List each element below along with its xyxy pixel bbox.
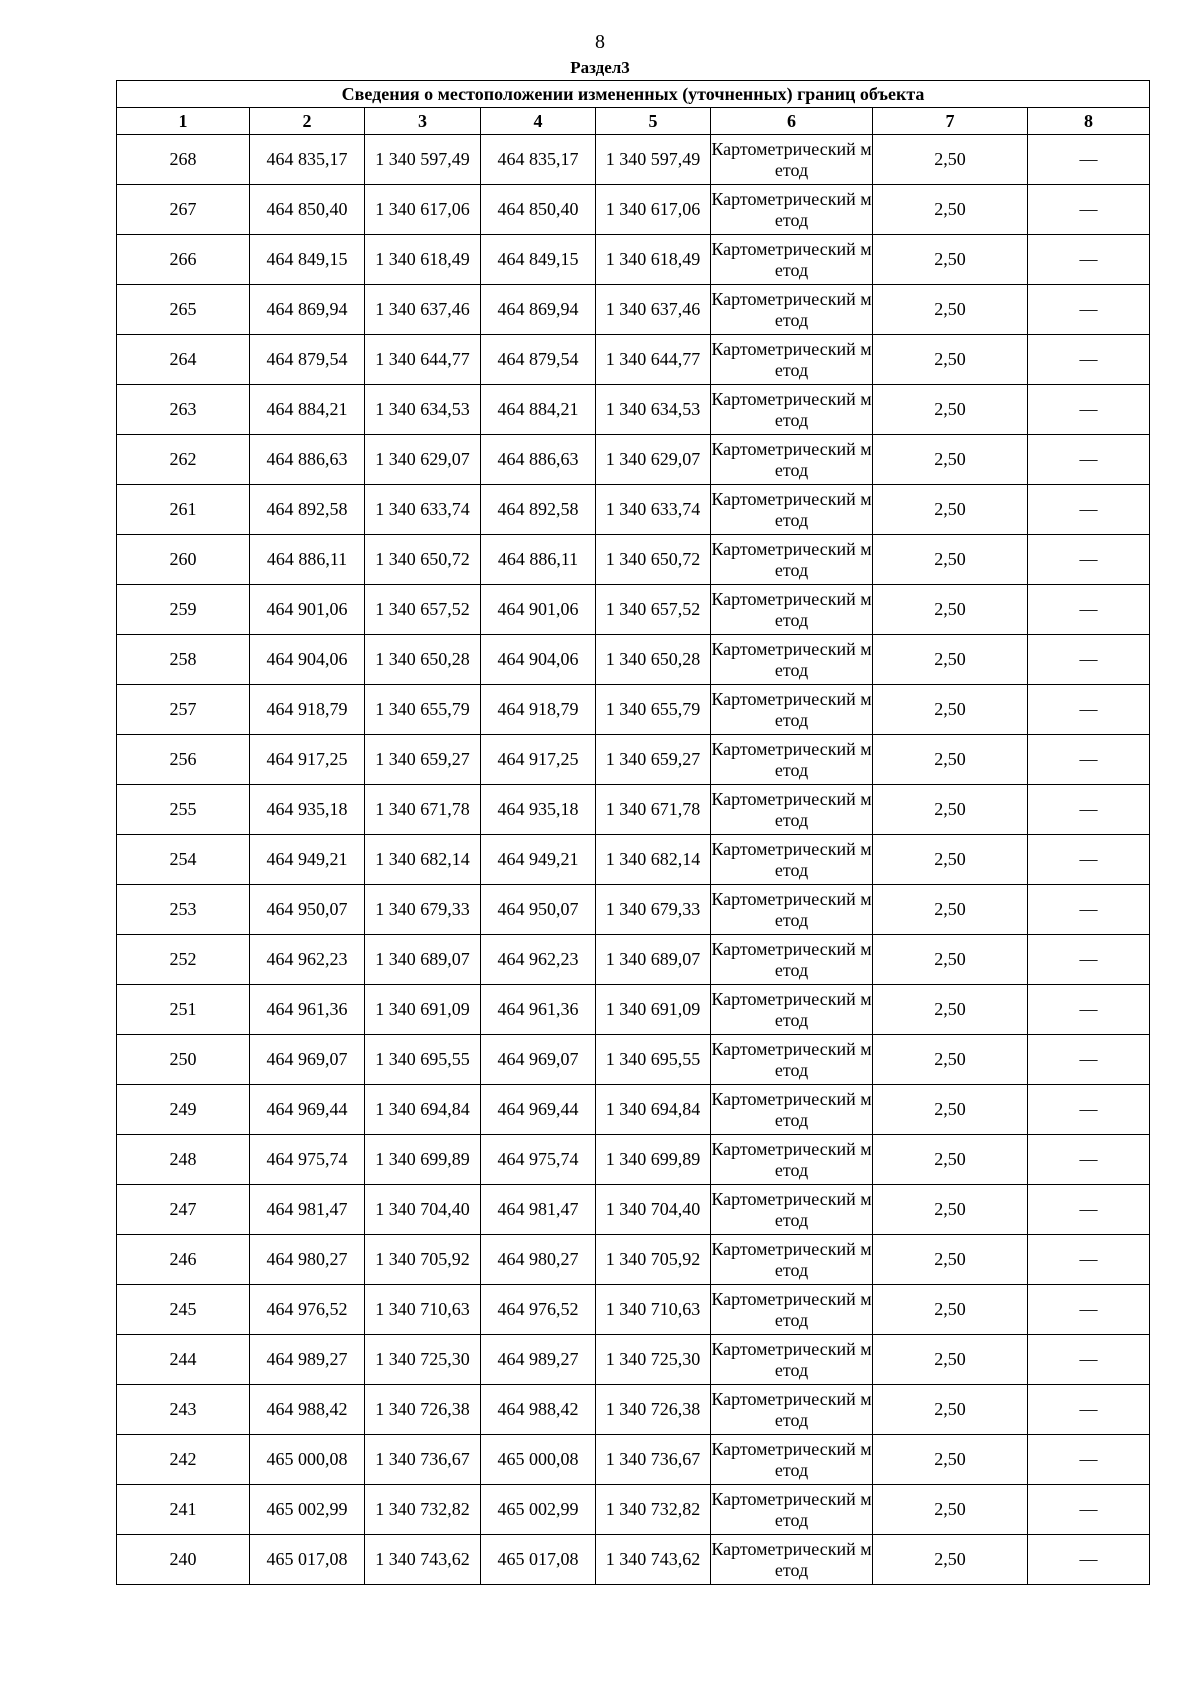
table-row [117, 735, 1150, 785]
table-row [117, 485, 1150, 535]
column-header-3: 3 [365, 108, 481, 135]
cell-y-existing: 1 340 617,06 [365, 185, 481, 235]
cell-y-existing: 1 340 634,53 [365, 385, 481, 435]
cell-point-number: 245 [117, 1285, 250, 1335]
table-row [117, 235, 1150, 285]
table-row [117, 185, 1150, 235]
cell-point-number: 256 [117, 735, 250, 785]
cell-description: — [1028, 1335, 1150, 1385]
cell-accuracy: 2,50 [873, 435, 1028, 485]
table-row [117, 1235, 1150, 1285]
cell-x-new: 465 002,99 [481, 1485, 596, 1535]
cell-accuracy: 2,50 [873, 635, 1028, 685]
cell-method: Картометрический метод [711, 535, 873, 585]
cell-point-number: 262 [117, 435, 250, 485]
cell-point-number: 257 [117, 685, 250, 735]
cell-description: — [1028, 1385, 1150, 1435]
cell-description: — [1028, 485, 1150, 535]
cell-point-number: 249 [117, 1085, 250, 1135]
cell-y-existing: 1 340 633,74 [365, 485, 481, 535]
cell-description: — [1028, 335, 1150, 385]
table-row [117, 585, 1150, 635]
column-header-2: 2 [250, 108, 365, 135]
cell-description: — [1028, 835, 1150, 885]
table-row [117, 1385, 1150, 1435]
table-row [117, 385, 1150, 435]
cell-y-existing: 1 340 644,77 [365, 335, 481, 385]
cell-y-new: 1 340 671,78 [596, 785, 711, 835]
cell-method: Картометрический метод [711, 185, 873, 235]
column-header-row [117, 108, 1150, 135]
cell-accuracy: 2,50 [873, 1435, 1028, 1485]
table-row [117, 335, 1150, 385]
cell-x-new: 464 835,17 [481, 135, 596, 185]
cell-y-new: 1 340 691,09 [596, 985, 711, 1035]
cell-y-new: 1 340 710,63 [596, 1285, 711, 1335]
cell-x-new: 464 976,52 [481, 1285, 596, 1335]
cell-x-existing: 464 917,25 [250, 735, 365, 785]
cell-description: — [1028, 1285, 1150, 1335]
cell-description: — [1028, 685, 1150, 735]
cell-accuracy: 2,50 [873, 585, 1028, 635]
cell-x-existing: 464 962,23 [250, 935, 365, 985]
table-row [117, 635, 1150, 685]
cell-method: Картометрический метод [711, 685, 873, 735]
cell-x-existing: 464 904,06 [250, 635, 365, 685]
cell-x-existing: 464 950,07 [250, 885, 365, 935]
cell-point-number: 265 [117, 285, 250, 335]
table-row [117, 985, 1150, 1035]
cell-x-new: 464 981,47 [481, 1185, 596, 1235]
cell-x-existing: 465 002,99 [250, 1485, 365, 1535]
cell-description: — [1028, 535, 1150, 585]
cell-description: — [1028, 1235, 1150, 1285]
section-title: Раздел3 [570, 58, 630, 77]
table-row [117, 835, 1150, 885]
cell-y-existing: 1 340 725,30 [365, 1335, 481, 1385]
cell-accuracy: 2,50 [873, 485, 1028, 535]
cell-accuracy: 2,50 [873, 835, 1028, 885]
cell-x-new: 464 969,07 [481, 1035, 596, 1085]
cell-y-new: 1 340 657,52 [596, 585, 711, 635]
table-row [117, 785, 1150, 835]
cell-description: — [1028, 1485, 1150, 1535]
cell-point-number: 268 [117, 135, 250, 185]
cell-y-existing: 1 340 691,09 [365, 985, 481, 1035]
table-row [117, 1035, 1150, 1085]
table-row [117, 285, 1150, 335]
cell-x-new: 464 850,40 [481, 185, 596, 235]
cell-y-new: 1 340 704,40 [596, 1185, 711, 1235]
cell-x-new: 464 886,11 [481, 535, 596, 585]
cell-accuracy: 2,50 [873, 1235, 1028, 1285]
column-header-5: 5 [596, 108, 711, 135]
cell-accuracy: 2,50 [873, 1085, 1028, 1135]
cell-x-existing: 464 969,07 [250, 1035, 365, 1085]
cell-y-new: 1 340 699,89 [596, 1135, 711, 1185]
cell-description: — [1028, 635, 1150, 685]
cell-description: — [1028, 885, 1150, 935]
cell-y-new: 1 340 725,30 [596, 1335, 711, 1385]
cell-method: Картометрический метод [711, 785, 873, 835]
cell-y-new: 1 340 726,38 [596, 1385, 711, 1435]
cell-accuracy: 2,50 [873, 685, 1028, 735]
cell-point-number: 247 [117, 1185, 250, 1235]
cell-x-existing: 464 886,63 [250, 435, 365, 485]
cell-y-new: 1 340 634,53 [596, 385, 711, 435]
cell-y-new: 1 340 732,82 [596, 1485, 711, 1535]
cell-point-number: 246 [117, 1235, 250, 1285]
cell-accuracy: 2,50 [873, 1285, 1028, 1335]
cell-method: Картометрический метод [711, 135, 873, 185]
cell-x-existing: 464 961,36 [250, 985, 365, 1035]
page-number: 8 [595, 31, 605, 53]
table-row [117, 1085, 1150, 1135]
cell-x-existing: 464 850,40 [250, 185, 365, 235]
cell-x-existing: 464 892,58 [250, 485, 365, 535]
cell-x-existing: 464 980,27 [250, 1235, 365, 1285]
cell-description: — [1028, 235, 1150, 285]
cell-method: Картометрический метод [711, 935, 873, 985]
cell-description: — [1028, 1035, 1150, 1085]
table-row [117, 1285, 1150, 1335]
cell-x-existing: 464 981,47 [250, 1185, 365, 1235]
cell-y-existing: 1 340 726,38 [365, 1385, 481, 1435]
cell-y-new: 1 340 650,28 [596, 635, 711, 685]
cell-method: Картометрический метод [711, 835, 873, 885]
cell-description: — [1028, 185, 1150, 235]
table-row [117, 935, 1150, 985]
cell-y-new: 1 340 689,07 [596, 935, 711, 985]
cell-y-new: 1 340 633,74 [596, 485, 711, 535]
cell-point-number: 250 [117, 1035, 250, 1085]
cell-point-number: 242 [117, 1435, 250, 1485]
cell-point-number: 240 [117, 1535, 250, 1585]
cell-y-new: 1 340 650,72 [596, 535, 711, 585]
cell-point-number: 264 [117, 335, 250, 385]
cell-x-existing: 464 918,79 [250, 685, 365, 735]
cell-x-existing: 464 879,54 [250, 335, 365, 385]
table-row [117, 1435, 1150, 1485]
cell-point-number: 261 [117, 485, 250, 535]
cell-method: Картометрический метод [711, 735, 873, 785]
cell-description: — [1028, 935, 1150, 985]
cell-point-number: 243 [117, 1385, 250, 1435]
cell-point-number: 266 [117, 235, 250, 285]
cell-y-existing: 1 340 689,07 [365, 935, 481, 985]
cell-accuracy: 2,50 [873, 985, 1028, 1035]
cell-description: — [1028, 285, 1150, 335]
cell-x-new: 464 969,44 [481, 1085, 596, 1135]
cell-y-existing: 1 340 671,78 [365, 785, 481, 835]
cell-accuracy: 2,50 [873, 935, 1028, 985]
cell-x-new: 464 950,07 [481, 885, 596, 935]
cell-x-new: 465 017,08 [481, 1535, 596, 1585]
cell-accuracy: 2,50 [873, 535, 1028, 585]
cell-y-new: 1 340 743,62 [596, 1535, 711, 1585]
cell-x-new: 464 849,15 [481, 235, 596, 285]
table-row [117, 1135, 1150, 1185]
cell-description: — [1028, 1085, 1150, 1135]
cell-description: — [1028, 1535, 1150, 1585]
cell-method: Картометрический метод [711, 1085, 873, 1135]
cell-x-new: 464 989,27 [481, 1335, 596, 1385]
cell-x-new: 464 980,27 [481, 1235, 596, 1285]
cell-point-number: 248 [117, 1135, 250, 1185]
cell-description: — [1028, 985, 1150, 1035]
cell-description: — [1028, 1435, 1150, 1485]
cell-point-number: 259 [117, 585, 250, 635]
cell-x-new: 464 949,21 [481, 835, 596, 885]
cell-point-number: 255 [117, 785, 250, 835]
cell-method: Картометрический метод [711, 1035, 873, 1085]
cell-x-existing: 464 849,15 [250, 235, 365, 285]
table-row [117, 1185, 1150, 1235]
cell-method: Картометрический метод [711, 335, 873, 385]
cell-y-new: 1 340 597,49 [596, 135, 711, 185]
cell-method: Картометрический метод [711, 1435, 873, 1485]
cell-y-new: 1 340 617,06 [596, 185, 711, 235]
cell-y-new: 1 340 637,46 [596, 285, 711, 335]
cell-y-new: 1 340 736,67 [596, 1435, 711, 1485]
cell-y-existing: 1 340 704,40 [365, 1185, 481, 1235]
table-row [117, 535, 1150, 585]
cell-x-existing: 465 017,08 [250, 1535, 365, 1585]
cell-point-number: 252 [117, 935, 250, 985]
cell-x-new: 464 961,36 [481, 985, 596, 1035]
cell-x-new: 464 869,94 [481, 285, 596, 335]
cell-method: Картометрический метод [711, 485, 873, 535]
cell-x-new: 464 917,25 [481, 735, 596, 785]
cell-method: Картометрический метод [711, 285, 873, 335]
cell-x-new: 464 975,74 [481, 1135, 596, 1185]
cell-method: Картометрический метод [711, 1235, 873, 1285]
cell-x-existing: 464 901,06 [250, 585, 365, 635]
cell-method: Картометрический метод [711, 985, 873, 1035]
cell-method: Картометрический метод [711, 635, 873, 685]
column-header-4: 4 [481, 108, 596, 135]
cell-y-existing: 1 340 694,84 [365, 1085, 481, 1135]
cell-description: — [1028, 1135, 1150, 1185]
cell-accuracy: 2,50 [873, 1385, 1028, 1435]
cell-x-new: 464 988,42 [481, 1385, 596, 1435]
cell-method: Картометрический метод [711, 585, 873, 635]
cell-method: Картометрический метод [711, 1535, 873, 1585]
cell-x-new: 464 935,18 [481, 785, 596, 835]
cell-y-existing: 1 340 710,63 [365, 1285, 481, 1335]
cell-accuracy: 2,50 [873, 885, 1028, 935]
cell-y-new: 1 340 618,49 [596, 235, 711, 285]
cell-accuracy: 2,50 [873, 1485, 1028, 1535]
cell-x-new: 464 962,23 [481, 935, 596, 985]
table-row [117, 685, 1150, 735]
cell-y-new: 1 340 694,84 [596, 1085, 711, 1135]
cell-x-new: 464 886,63 [481, 435, 596, 485]
cell-x-existing: 464 969,44 [250, 1085, 365, 1135]
cell-y-existing: 1 340 629,07 [365, 435, 481, 485]
cell-point-number: 263 [117, 385, 250, 435]
cell-accuracy: 2,50 [873, 735, 1028, 785]
cell-accuracy: 2,50 [873, 785, 1028, 835]
cell-accuracy: 2,50 [873, 1535, 1028, 1585]
cell-method: Картометрический метод [711, 235, 873, 285]
table-row [117, 1335, 1150, 1385]
cell-description: — [1028, 385, 1150, 435]
cell-y-existing: 1 340 682,14 [365, 835, 481, 885]
cell-point-number: 267 [117, 185, 250, 235]
cell-y-new: 1 340 682,14 [596, 835, 711, 885]
table-caption: Сведения о местоположении измененных (уточненных) границ объекта [117, 81, 1150, 108]
cell-accuracy: 2,50 [873, 185, 1028, 235]
cell-y-new: 1 340 655,79 [596, 685, 711, 735]
table-row [117, 135, 1150, 185]
cell-x-new: 464 901,06 [481, 585, 596, 635]
cell-accuracy: 2,50 [873, 385, 1028, 435]
cell-point-number: 258 [117, 635, 250, 685]
cell-accuracy: 2,50 [873, 235, 1028, 285]
column-header-1: 1 [117, 108, 250, 135]
cell-y-existing: 1 340 743,62 [365, 1535, 481, 1585]
cell-x-new: 465 000,08 [481, 1435, 596, 1485]
cell-x-new: 464 904,06 [481, 635, 596, 685]
cell-accuracy: 2,50 [873, 1335, 1028, 1385]
table-row [117, 435, 1150, 485]
cell-point-number: 260 [117, 535, 250, 585]
cell-accuracy: 2,50 [873, 1035, 1028, 1085]
cell-point-number: 251 [117, 985, 250, 1035]
cell-x-existing: 464 884,21 [250, 385, 365, 435]
cell-x-new: 464 918,79 [481, 685, 596, 735]
cell-y-existing: 1 340 637,46 [365, 285, 481, 335]
cell-accuracy: 2,50 [873, 135, 1028, 185]
cell-x-existing: 464 975,74 [250, 1135, 365, 1185]
cell-x-new: 464 892,58 [481, 485, 596, 535]
cell-y-existing: 1 340 705,92 [365, 1235, 481, 1285]
coordinates-table [116, 80, 1150, 1585]
cell-y-existing: 1 340 597,49 [365, 135, 481, 185]
cell-y-new: 1 340 695,55 [596, 1035, 711, 1085]
cell-method: Картометрический метод [711, 1135, 873, 1185]
cell-accuracy: 2,50 [873, 285, 1028, 335]
cell-x-existing: 464 989,27 [250, 1335, 365, 1385]
cell-x-existing: 464 835,17 [250, 135, 365, 185]
column-header-6: 6 [711, 108, 873, 135]
cell-y-existing: 1 340 732,82 [365, 1485, 481, 1535]
cell-method: Картометрический метод [711, 1385, 873, 1435]
cell-x-existing: 464 869,94 [250, 285, 365, 335]
cell-x-new: 464 879,54 [481, 335, 596, 385]
cell-description: — [1028, 735, 1150, 785]
cell-y-existing: 1 340 650,72 [365, 535, 481, 585]
cell-accuracy: 2,50 [873, 1135, 1028, 1185]
cell-x-existing: 464 949,21 [250, 835, 365, 885]
cell-description: — [1028, 135, 1150, 185]
cell-point-number: 241 [117, 1485, 250, 1535]
cell-y-new: 1 340 629,07 [596, 435, 711, 485]
cell-y-existing: 1 340 736,67 [365, 1435, 481, 1485]
cell-y-new: 1 340 679,33 [596, 885, 711, 935]
cell-y-existing: 1 340 659,27 [365, 735, 481, 785]
cell-y-existing: 1 340 650,28 [365, 635, 481, 685]
cell-y-existing: 1 340 655,79 [365, 685, 481, 735]
cell-x-new: 464 884,21 [481, 385, 596, 435]
table-row [117, 885, 1150, 935]
cell-y-new: 1 340 705,92 [596, 1235, 711, 1285]
cell-method: Картометрический метод [711, 1485, 873, 1535]
cell-point-number: 254 [117, 835, 250, 885]
cell-accuracy: 2,50 [873, 1185, 1028, 1235]
cell-x-existing: 464 886,11 [250, 535, 365, 585]
cell-description: — [1028, 785, 1150, 835]
cell-method: Картометрический метод [711, 1185, 873, 1235]
cell-method: Картометрический метод [711, 1285, 873, 1335]
cell-description: — [1028, 585, 1150, 635]
cell-y-existing: 1 340 699,89 [365, 1135, 481, 1185]
table-body [117, 135, 1150, 1585]
cell-x-existing: 464 976,52 [250, 1285, 365, 1335]
cell-x-existing: 464 988,42 [250, 1385, 365, 1435]
cell-y-existing: 1 340 679,33 [365, 885, 481, 935]
cell-description: — [1028, 435, 1150, 485]
cell-x-existing: 464 935,18 [250, 785, 365, 835]
cell-x-existing: 465 000,08 [250, 1435, 365, 1485]
cell-method: Картометрический метод [711, 885, 873, 935]
cell-method: Картометрический метод [711, 435, 873, 485]
column-header-7: 7 [873, 108, 1028, 135]
cell-point-number: 253 [117, 885, 250, 935]
cell-y-existing: 1 340 657,52 [365, 585, 481, 635]
column-header-8: 8 [1028, 108, 1150, 135]
cell-description: — [1028, 1185, 1150, 1235]
cell-method: Картометрический метод [711, 385, 873, 435]
cell-y-new: 1 340 659,27 [596, 735, 711, 785]
cell-point-number: 244 [117, 1335, 250, 1385]
table-row [117, 1535, 1150, 1585]
cell-y-existing: 1 340 618,49 [365, 235, 481, 285]
cell-accuracy: 2,50 [873, 335, 1028, 385]
table-row [117, 1485, 1150, 1535]
cell-method: Картометрический метод [711, 1335, 873, 1385]
cell-y-existing: 1 340 695,55 [365, 1035, 481, 1085]
cell-y-new: 1 340 644,77 [596, 335, 711, 385]
